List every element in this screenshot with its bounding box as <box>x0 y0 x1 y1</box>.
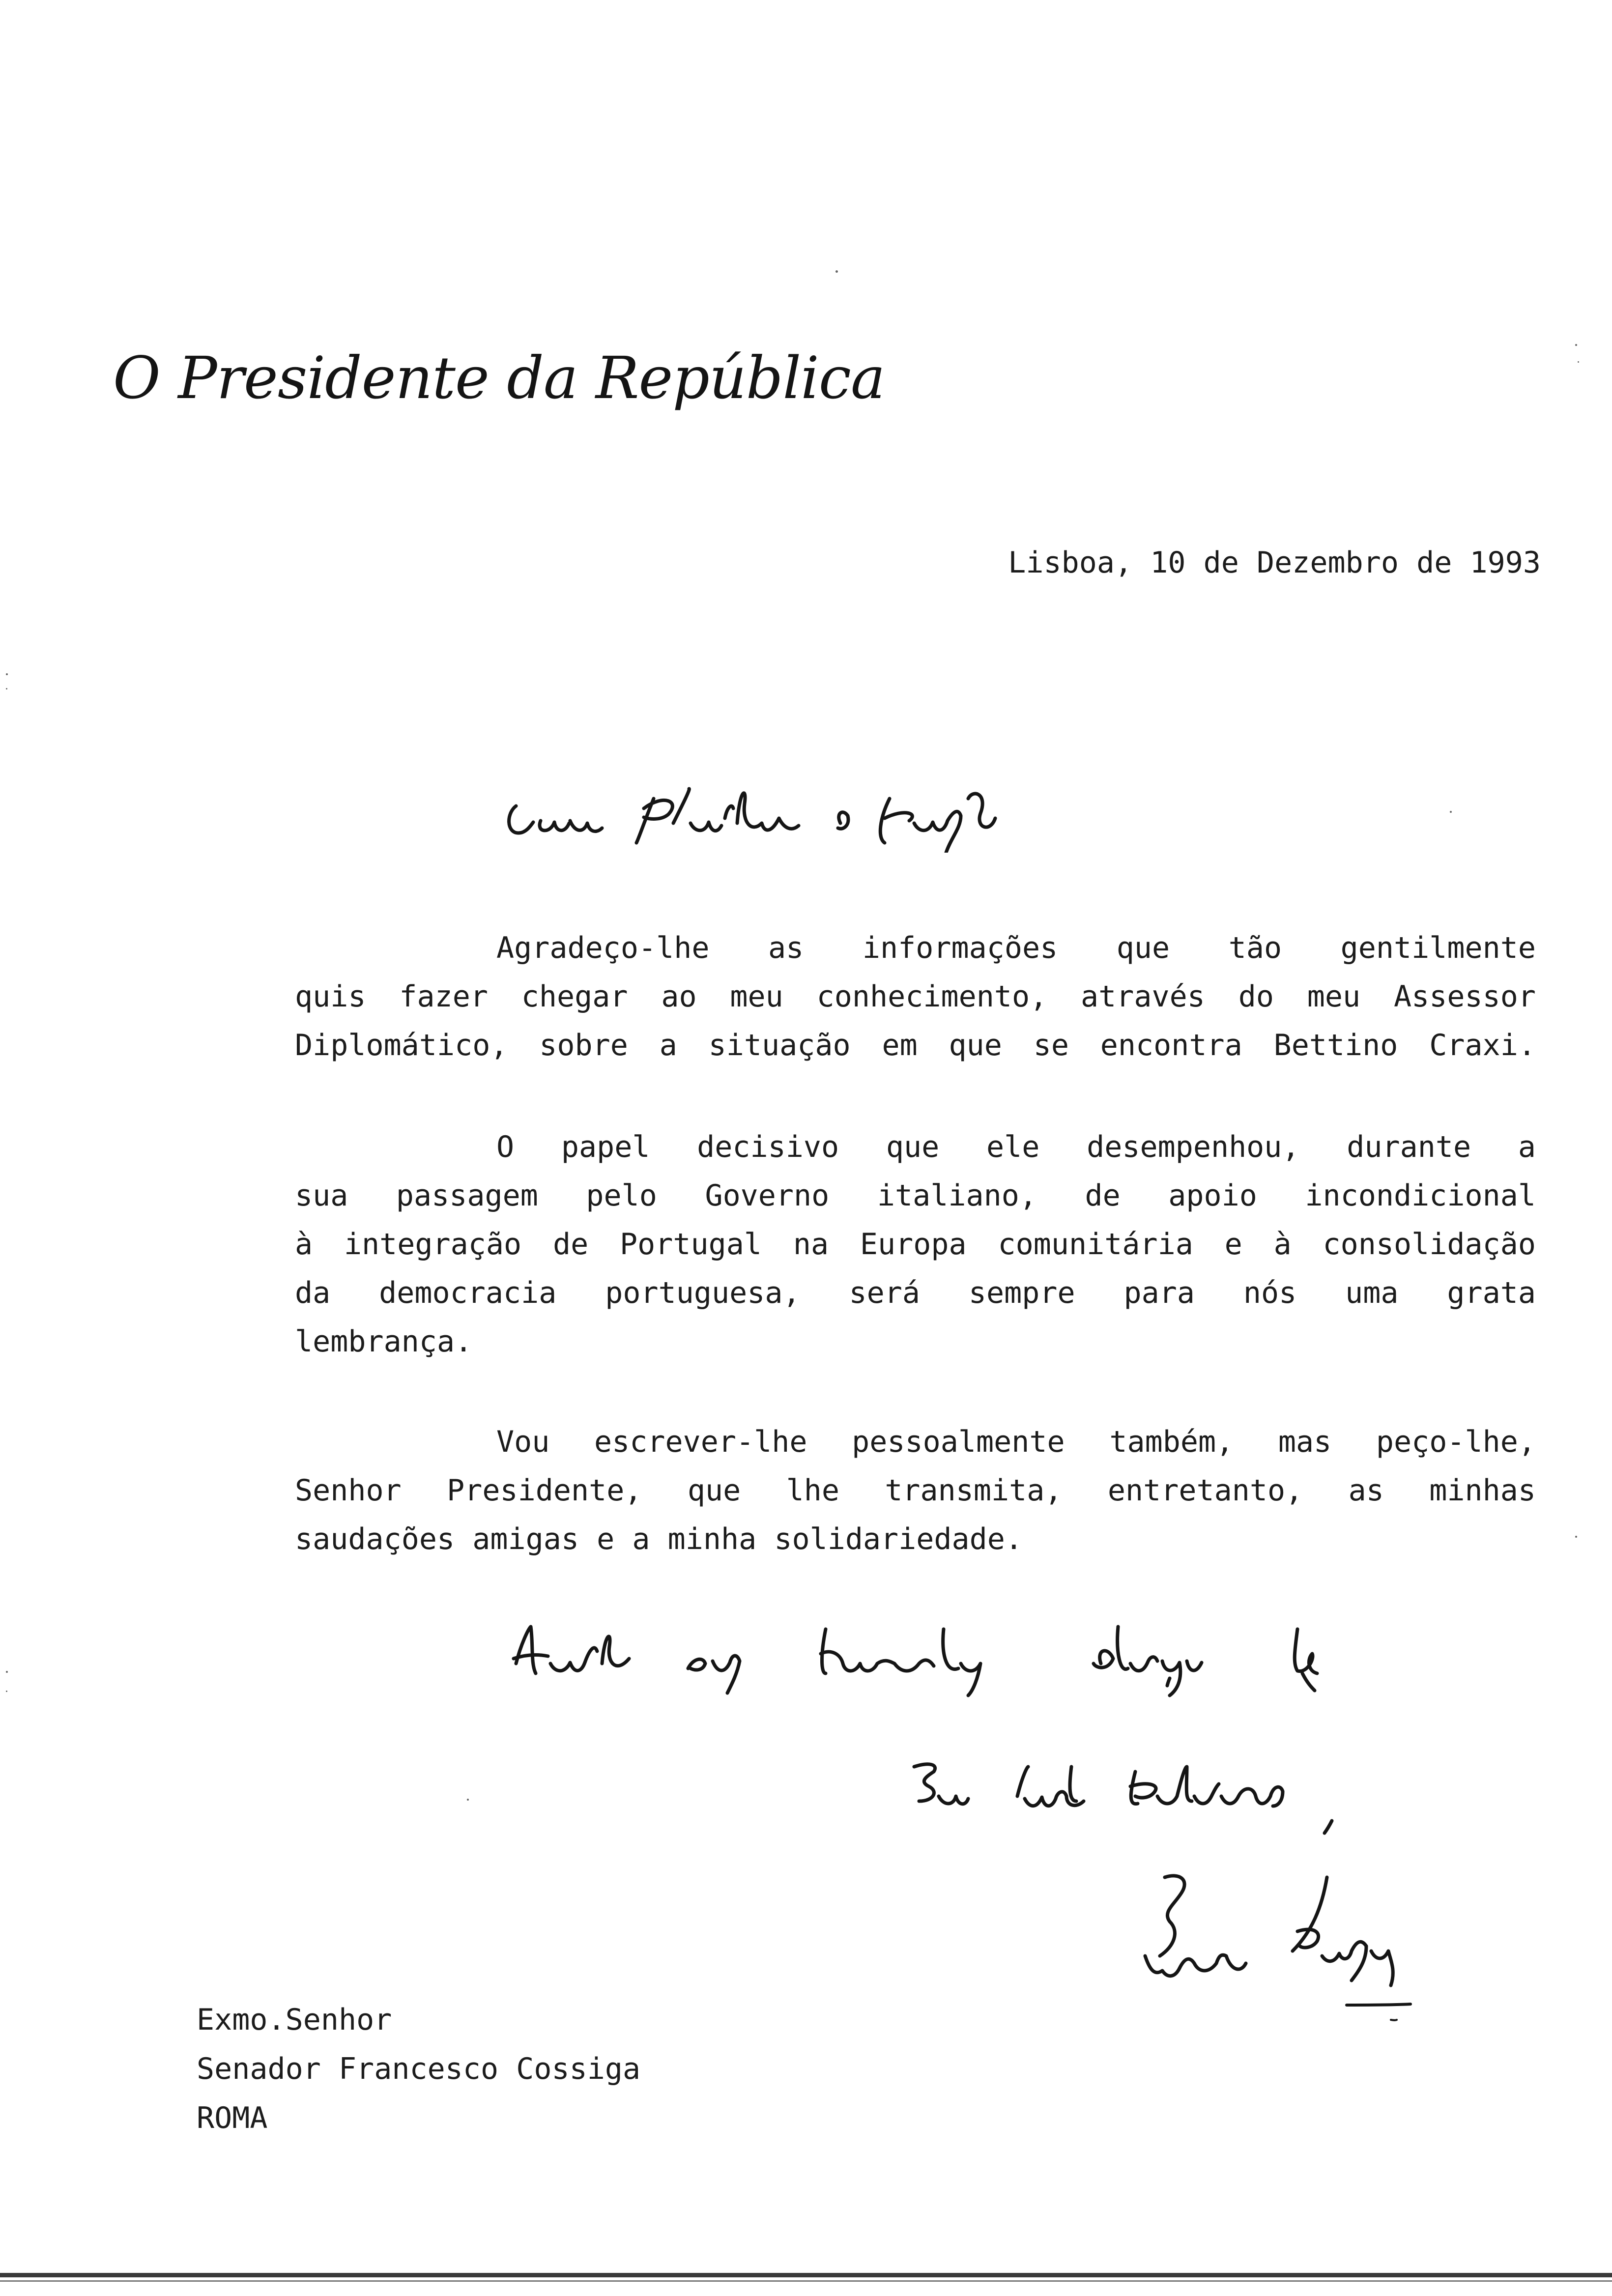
handwritten-salutation <box>496 759 1062 853</box>
handwritten-closing-2-strokes <box>899 1737 1391 1836</box>
bottom-page-edge-shadow <box>0 2280 1612 2282</box>
scan-speck <box>6 688 7 689</box>
address-line-3: ROMA <box>197 2101 268 2135</box>
handwritten-closing-1 <box>501 1600 1366 1698</box>
paragraph-2-line-3: à integração de Portugal na Europa comunitária e à consolidação <box>295 1227 1536 1262</box>
paragraph-2 <box>295 1123 1536 1366</box>
scan-speck <box>6 1671 8 1673</box>
paragraph-1-line-2: quis fazer chegar ao meu conhecimento, através do meu Assessor <box>295 979 1536 1014</box>
paragraph-2-line-2: sua passagem pelo Governo italiano, de apoio incondicional <box>295 1178 1536 1213</box>
paragraph-1-line-1: Agradeço-lhe as informações que tão gentilmente <box>496 931 1536 965</box>
paragraph-3 <box>295 1418 1536 1564</box>
paragraph-3-line-2: Senhor Presidente, que lhe transmita, entretanto, as minhas <box>295 1473 1536 1508</box>
paragraph-3-line-1: Vou escrever-lhe pessoalmente também, mas peço-lhe, <box>496 1425 1536 1459</box>
date-line: Lisboa, 10 de Dezembro de 1993 <box>1008 545 1541 580</box>
signature-strokes <box>1116 1858 1450 2035</box>
paragraph-2-line-5: lembrança. <box>295 1324 473 1359</box>
scan-speck <box>1450 811 1452 813</box>
paragraph-1-line-3: Diplomático, sobre a situação em que se encontra Bettino Craxi. <box>295 1028 1536 1062</box>
handwritten-salutation-strokes <box>496 759 1062 853</box>
paragraph-1 <box>295 924 1536 1070</box>
scan-speck <box>1575 1536 1577 1538</box>
handwritten-closing-1-strokes <box>501 1600 1366 1698</box>
scan-speck <box>1578 361 1579 363</box>
scan-speck <box>6 673 8 675</box>
signature <box>1116 1858 1450 2035</box>
paragraph-2-line-1: O papel decisivo que ele desempenhou, durante a <box>496 1130 1536 1164</box>
paragraph-2-line-4: da democracia portuguesa, será sempre para nós uma grata <box>295 1276 1536 1310</box>
bottom-page-edge <box>0 2273 1612 2277</box>
address-line-2: Senador Francesco Cossiga <box>197 2052 641 2086</box>
scan-speck <box>6 1691 7 1692</box>
paragraph-3-line-3: saudações amigas e a minha solidariedade. <box>295 1522 1023 1556</box>
letterhead-title: O Presidente da República <box>113 344 885 412</box>
handwritten-closing-2 <box>899 1737 1391 1836</box>
scan-speck <box>467 1799 469 1801</box>
recipient-address <box>197 1995 640 2143</box>
address-line-1: Exmo.Senhor <box>197 2003 392 2037</box>
scan-speck <box>1575 344 1577 346</box>
scan-speck <box>835 270 838 273</box>
